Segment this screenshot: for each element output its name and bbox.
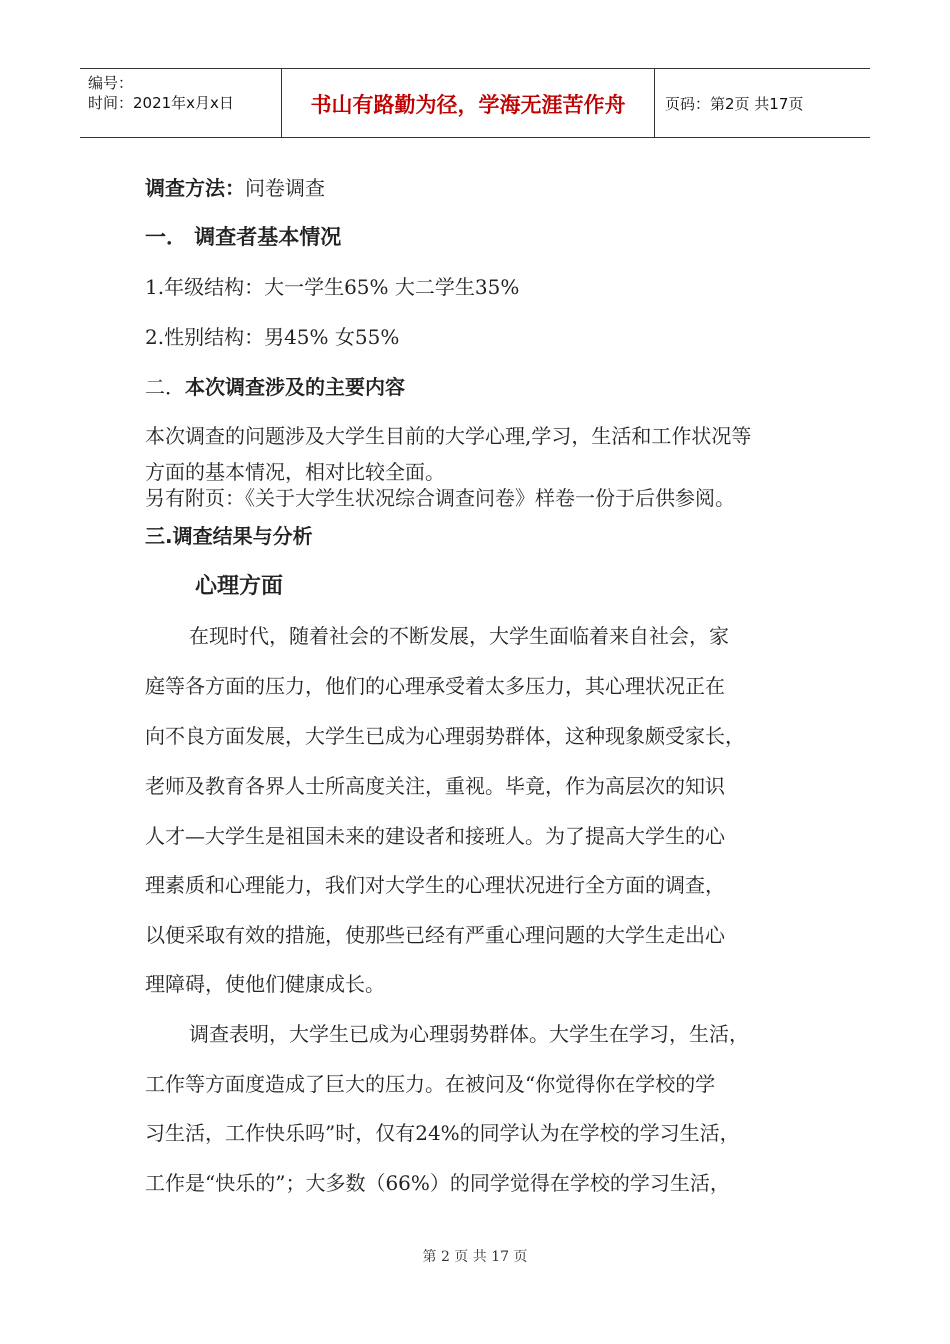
paragraph2-line: 习生活，工作快乐吗”时，仅有24%的同学认为在学校的学习生活，	[145, 1121, 740, 1145]
paragraph1-line: 老师及教育各界人士所高度关注，重视。毕竟，作为高层次的知识	[145, 774, 725, 798]
doc-number-label: 编号：	[88, 74, 134, 92]
survey-method-value: 问卷调查	[245, 176, 325, 200]
intro-line-1: 本次调查的问题涉及大学生目前的大学心理,学习，生活和工作状况等	[145, 424, 752, 448]
survey-method-line	[145, 172, 325, 201]
header-meta	[80, 69, 281, 137]
section2-heading	[145, 371, 405, 400]
paragraph2-line: 调查表明，大学生已成为心理弱势群体。大学生在学习，生活，	[189, 1022, 749, 1046]
section1-heading: 一． 调查者基本情况	[145, 225, 342, 249]
paragraph1-line: 以便采取有效的措施，使那些已经有严重心理问题的大学生走出心	[145, 923, 725, 947]
section2-prefix: 二．	[145, 375, 185, 399]
doc-time-label: 时间：2021年x月x日	[88, 94, 234, 112]
gender-structure: 2.性别结构：男45% 女55%	[145, 325, 400, 349]
page-footer: 第 2 页 共 17 页	[422, 1249, 528, 1265]
paragraph2-line: 工作等方面度造成了巨大的压力。在被问及“你觉得你在学校的学	[145, 1072, 716, 1096]
header-page-info: 页码：第2页 共17页	[665, 94, 804, 113]
appendix-note: 另有附页：《关于大学生状况综合调查问卷》样卷一份于后供参阅。	[145, 486, 735, 510]
paragraph1-line: 向不良方面发展，大学生已成为心理弱势群体，这种现象颇受家长，	[145, 724, 745, 748]
page-header	[80, 68, 870, 138]
paragraph1-line: 庭等各方面的压力，他们的心理承受着太多压力，其心理状况正在	[145, 674, 725, 698]
intro-line-2: 方面的基本情况，相对比较全面。	[145, 460, 445, 484]
grade-structure: 1.年级结构：大一学生65% 大二学生35%	[145, 275, 520, 299]
survey-method-label: 调查方法：	[145, 176, 245, 200]
header-motto: 书山有路勤为径，学海无涯苦作舟	[281, 69, 655, 137]
section3-heading: 三.调查结果与分析	[145, 524, 313, 548]
paragraph1-line: 人才—大学生是祖国未来的建设者和接班人。为了提高大学生的心	[145, 824, 725, 848]
paragraph1-line: 理素质和心理能力，我们对大学生的心理状况进行全方面的调查，	[145, 873, 725, 897]
paragraph1-line: 在现时代，随着社会的不断发展，大学生面临着来自社会，家	[189, 624, 729, 648]
section2-title: 本次调查涉及的主要内容	[185, 375, 405, 399]
subsection-heading: 心理方面	[195, 574, 284, 599]
paragraph2-line: 工作是“快乐的”；大多数（66%）的同学觉得在学校的学习生活，	[145, 1171, 730, 1195]
paragraph1-line: 理障碍，使他们健康成长。	[145, 972, 385, 996]
